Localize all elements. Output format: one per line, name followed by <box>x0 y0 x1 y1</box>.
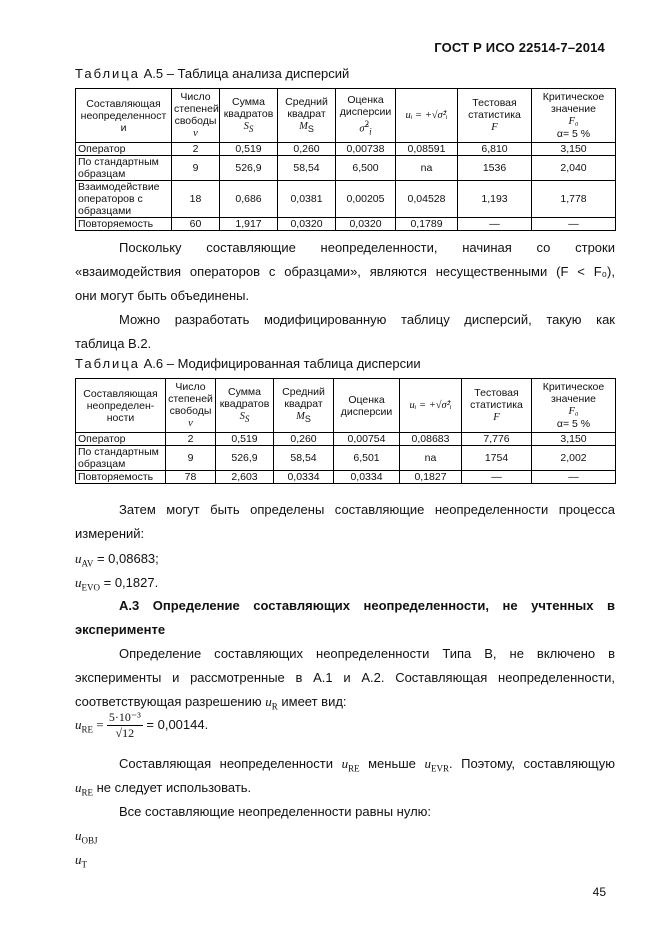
header-ss-sub: S <box>248 124 254 135</box>
paragraph-1-line-3: они могут быть объединены. <box>75 288 250 303</box>
eq-result: = 0,00144. <box>142 716 209 732</box>
cell-component: Повторяемость <box>76 218 172 231</box>
anova-table-a5 <box>75 88 616 231</box>
cell-var: 6,501 <box>334 446 400 471</box>
table-caption-a5 <box>75 66 349 81</box>
cell-var: 0,0334 <box>334 471 400 484</box>
table-row <box>76 433 616 446</box>
cell-ms: 0,0320 <box>278 218 336 231</box>
cell-crit: 1,778 <box>532 181 616 218</box>
cell-ss: 1,917 <box>220 218 278 231</box>
cell-u: na <box>400 446 462 471</box>
cell-component: Оператор <box>76 433 166 446</box>
cell-dof: 9 <box>172 156 220 181</box>
page-number: 45 <box>592 885 606 899</box>
cell-component: Оператор <box>76 143 172 156</box>
header-test-stat <box>462 379 532 433</box>
cell-component: Взаимодействие операторов с образцами <box>76 181 172 218</box>
cell-crit: 3,150 <box>532 143 616 156</box>
header-dof-label: Число степеней свободы <box>168 381 213 417</box>
text-run: Составляющая неопределенности <box>119 756 342 771</box>
caption-prefix: Таблица <box>75 66 140 81</box>
cell-u: 0,08591 <box>396 143 458 156</box>
eq-symbol: u <box>75 828 82 843</box>
text-run: имеет вид: <box>277 694 347 709</box>
cell-ss: 526,9 <box>220 156 278 181</box>
cell-ss: 2,603 <box>216 471 274 484</box>
cell-f: 1754 <box>462 446 532 471</box>
table-row <box>76 471 616 484</box>
header-variance: Оценка дисперсии <box>334 379 400 433</box>
eq-symbol: u <box>75 575 82 590</box>
header-crit-label: Критическое значение <box>542 381 605 405</box>
header-ss-label: Сумма квадратов <box>223 95 274 120</box>
eq-equals: = <box>93 716 107 732</box>
eq-subscript: OBJ <box>81 835 98 846</box>
cell-var: 0,0320 <box>336 218 396 231</box>
cell-ss: 0,519 <box>220 143 278 156</box>
cell-f: 1536 <box>458 156 532 181</box>
cell-var: 0,00738 <box>336 143 396 156</box>
table-row <box>76 156 616 181</box>
paragraph-2-line-2: таблица В.2. <box>75 336 152 351</box>
eq-subscript: R <box>271 701 278 712</box>
cell-crit: — <box>532 471 616 484</box>
equation-u-re <box>75 710 615 741</box>
header-u-formula: uᵢ = +√σ̂²ᵢ <box>396 89 458 143</box>
cell-u: 0,04528 <box>396 181 458 218</box>
header-ms-sub: S <box>307 124 314 135</box>
paragraph-2-line-1: Можно разработать модифицированную таблицу дисперсий, такую как <box>119 312 615 327</box>
eq-symbol: u <box>75 780 82 795</box>
cell-ms: 0,260 <box>274 433 334 446</box>
header-ss-symbol: S <box>239 410 245 422</box>
header-u-formula: uᵢ = +√σ̂²ᵢ <box>400 379 462 433</box>
header-dof-symbol: ν <box>193 128 198 139</box>
cell-ms: 0,0334 <box>274 471 334 484</box>
header-crit-alpha: α= 5 % <box>556 418 591 430</box>
table-caption-a6 <box>75 356 421 371</box>
eq-subscript: EVR <box>430 763 449 774</box>
table-row <box>76 181 616 218</box>
eq-value: = 0,1827. <box>100 575 159 590</box>
header-ms-symbol: M <box>299 120 308 132</box>
header-critical <box>532 89 616 143</box>
cell-f: — <box>462 471 532 484</box>
header-f-symbol: F <box>493 412 500 423</box>
cell-dof: 2 <box>172 143 220 156</box>
header-sum-squares <box>216 379 274 433</box>
cell-component: По стандартным образцам <box>76 446 166 471</box>
document-header: ГОСТ Р ИСО 22514-7–2014 <box>434 40 605 55</box>
cell-var: 6,500 <box>336 156 396 181</box>
header-crit-symbol: F₀ <box>568 406 579 417</box>
header-var-label: Оценка дисперсии <box>339 93 392 118</box>
cell-var: 0,00754 <box>334 433 400 446</box>
section-heading-line-2: эксперименте <box>75 622 166 637</box>
text-run: . Поэтому, составляющую <box>448 756 615 771</box>
table-header-row <box>76 89 616 143</box>
paragraph-1-line-2: «взаимодействия операторов с образцами», являются несущественными (F < F₀), <box>75 264 615 279</box>
caption-text: А.5 – Таблица анализа дисперсий <box>139 66 350 81</box>
header-f-symbol: F <box>491 122 498 133</box>
paragraph-3-line-1: Затем могут быть определены составляющие неопределенности процесса <box>119 502 615 517</box>
cell-crit: 3,150 <box>532 433 616 446</box>
header-f-label: Тестовая статистика <box>470 387 523 411</box>
header-ss-symbol: S <box>243 120 249 132</box>
cell-dof: 60 <box>172 218 220 231</box>
cell-u: 0,1827 <box>400 471 462 484</box>
eq-denominator: √12 <box>115 726 135 740</box>
header-crit-label: Критическое значение <box>542 91 605 115</box>
header-dof-label: Число степеней свободы <box>174 91 219 127</box>
eq-subscript: RE <box>81 787 94 798</box>
header-crit-alpha: α= 5 % <box>556 128 591 140</box>
cell-u: na <box>396 156 458 181</box>
table-row <box>76 446 616 471</box>
header-test-stat <box>458 89 532 143</box>
paragraph-3-line-2: измерений: <box>75 526 145 541</box>
cell-crit: 2,040 <box>532 156 616 181</box>
header-var-sup: 2 <box>364 118 370 129</box>
header-ss-sub: S <box>244 414 250 425</box>
cell-crit: 2,002 <box>532 446 616 471</box>
text-run: соответствующая разрешению <box>75 694 266 709</box>
header-critical <box>532 379 616 433</box>
eq-symbol: u <box>265 694 272 709</box>
eq-symbol: u <box>341 756 349 771</box>
header-f-label: Тестовая статистика <box>468 97 521 121</box>
eq-symbol: u <box>75 716 82 732</box>
header-ms-label: Средний квадрат <box>285 95 328 120</box>
cell-ss: 0,686 <box>220 181 278 218</box>
header-sum-squares <box>220 89 278 143</box>
header-variance <box>336 89 396 143</box>
cell-ss: 526,9 <box>216 446 274 471</box>
caption-prefix: Таблица <box>75 356 140 371</box>
eq-symbol: u <box>75 551 82 566</box>
eq-value: = 0,08683; <box>93 551 159 566</box>
cell-f: 7,776 <box>462 433 532 446</box>
text-run: не следует использовать. <box>93 780 252 795</box>
table-row <box>76 143 616 156</box>
eq-subscript: AV <box>81 558 94 569</box>
cell-u: 0,08683 <box>400 433 462 446</box>
header-component: Составляющая неопределен- ности <box>76 379 166 433</box>
eq-subscript: EVO <box>81 582 100 593</box>
section-heading-line-1: А.3 Определение составляющих неопределенности, не учтенных в <box>119 598 615 613</box>
cell-u: 0,1789 <box>396 218 458 231</box>
eq-subscript: RE <box>81 724 94 735</box>
cell-dof: 9 <box>166 446 216 471</box>
cell-component: Повторяемость <box>76 471 166 484</box>
header-var-symbol: σ̂ <box>359 123 365 135</box>
paragraph-4-line-2: эксперименты и рассмотренные в А.1 и А.2. Составляющая неопределенности, <box>75 670 615 685</box>
cell-f: 6,810 <box>458 143 532 156</box>
header-crit-symbol: F₀ <box>568 116 579 127</box>
header-ms-symbol: M <box>296 410 305 422</box>
cell-f: — <box>458 218 532 231</box>
header-dof-symbol: ν <box>188 418 193 429</box>
cell-ms: 0,0381 <box>278 181 336 218</box>
cell-dof: 18 <box>172 181 220 218</box>
header-var-sub: i <box>369 126 372 137</box>
header-component: Составляющая неопределенност и <box>76 89 172 143</box>
caption-text: А.6 – Модифицированная таблица дисперсии <box>139 356 421 371</box>
eq-numerator: 5·10⁻³ <box>108 710 141 724</box>
header-ms-sub: S <box>304 414 311 425</box>
header-dof <box>166 379 216 433</box>
header-ss-label: Сумма квадратов <box>219 385 270 410</box>
header-dof <box>172 89 220 143</box>
eq-symbol: u <box>424 756 431 771</box>
table-row <box>76 218 616 231</box>
eq-subscript: T <box>81 859 87 870</box>
cell-dof: 2 <box>166 433 216 446</box>
table-header-row <box>76 379 616 433</box>
cell-dof: 78 <box>166 471 216 484</box>
anova-table-a6 <box>75 378 616 484</box>
cell-var: 0,00205 <box>336 181 396 218</box>
eq-fraction <box>107 710 143 741</box>
header-ms-label: Средний квадрат <box>282 385 325 410</box>
text-run: меньше <box>359 756 425 771</box>
header-mean-square <box>278 89 336 143</box>
cell-component: По стандартным образцам <box>76 156 172 181</box>
cell-ss: 0,519 <box>216 433 274 446</box>
cell-ms: 58,54 <box>274 446 334 471</box>
eq-subscript: RE <box>348 763 360 774</box>
equation-u-t <box>75 848 615 877</box>
cell-ms: 0,260 <box>278 143 336 156</box>
paragraph-6: Все составляющие неопределенности равны нулю: <box>119 804 432 819</box>
cell-crit: — <box>532 218 616 231</box>
paragraph-4-line-1: Определение составляющих неопределенности Типа В, не включено в <box>119 646 615 661</box>
eq-symbol: u <box>75 852 82 867</box>
cell-ms: 58,54 <box>278 156 336 181</box>
header-mean-square <box>274 379 334 433</box>
paragraph-1-line-1: Поскольку составляющие неопределенности, начиная со строки <box>119 240 615 255</box>
cell-f: 1,193 <box>458 181 532 218</box>
